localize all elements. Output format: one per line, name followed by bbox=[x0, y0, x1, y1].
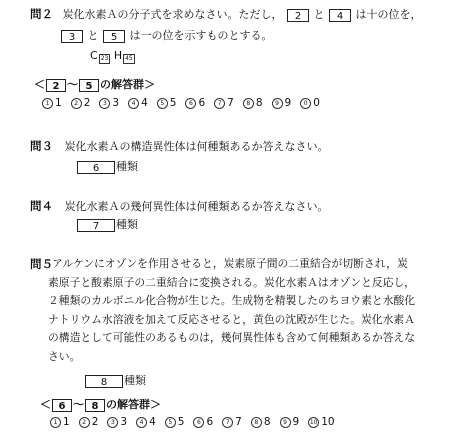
q2-text-b: は十の位を， bbox=[355, 8, 422, 21]
q5-line-2: 素原子と酸素原子の二重結合に変換される。炭化水素Ａはオゾンと反応し， bbox=[48, 275, 416, 289]
group-2-5-choice-mark-3: 3 bbox=[99, 98, 110, 109]
q4-unit: 種類 bbox=[116, 218, 138, 231]
group-6-8-choice-value-7: 7 bbox=[235, 416, 242, 428]
q5-unit: 種類 bbox=[124, 374, 146, 387]
q5-line-6: さい。 bbox=[48, 349, 81, 363]
group-2-5-choice-mark-5: 5 bbox=[157, 98, 168, 109]
group-6-8-choice-mark-7: 7 bbox=[222, 417, 233, 428]
answer-box-4: 4 bbox=[329, 9, 351, 22]
answer-choices-2-5 bbox=[42, 97, 329, 109]
group-2-5-choice-value-7: 7 bbox=[227, 97, 234, 109]
group-2-5-choice-value-4: 4 bbox=[141, 97, 148, 109]
group-2-5-choice-value-6: 6 bbox=[198, 97, 206, 109]
group-6-8-choice-value-3: 3 bbox=[120, 416, 128, 428]
answer-box-2: 2 bbox=[287, 9, 309, 22]
formula-c: C bbox=[90, 49, 98, 62]
q3-answer bbox=[76, 158, 138, 174]
group-6-8-choice-value-10: 10 bbox=[321, 416, 335, 428]
group-2-5-choice-mark-7: 7 bbox=[214, 98, 225, 109]
q5-line-5: の構造として可能性のあるものは，幾何異性体も含めて何種類あるか答えな bbox=[48, 331, 416, 344]
q2-line1 bbox=[30, 6, 422, 22]
q4-line bbox=[30, 198, 329, 214]
group-2-5-choice-mark-1: 1 bbox=[42, 98, 53, 109]
group-6-8-choice-mark-3: 3 bbox=[107, 417, 118, 428]
answer-box-6: 6 bbox=[77, 161, 115, 174]
group-2-5-choice-value-5: 5 bbox=[169, 97, 177, 109]
answer-choices-6-8 bbox=[50, 416, 344, 428]
group-2-5-choice-value-10: 0 bbox=[313, 97, 320, 109]
formula-h: H bbox=[113, 49, 123, 62]
answer-group-from-box: 6 bbox=[52, 399, 72, 412]
group-6-8-choice-mark-9: 9 bbox=[280, 417, 291, 428]
q3-unit: 種類 bbox=[116, 160, 138, 173]
answer-box-5: 5 bbox=[103, 30, 125, 43]
group-2-5-choice-mark-9: 9 bbox=[272, 98, 283, 109]
q2-text-a: 炭化水素Ａの分子式を求めなさい。ただし， bbox=[62, 8, 283, 21]
group-2-5-choice-mark-8: 8 bbox=[243, 98, 254, 109]
q2-line2 bbox=[60, 27, 273, 43]
answer-group-2-5-header: ＜ 2 ～ 5 の解答群＞ bbox=[34, 78, 155, 92]
molecular-formula bbox=[90, 49, 135, 64]
q3-text: 炭化水素Ａの構造異性体は何種類あるか答えなさい。 bbox=[64, 140, 329, 153]
q2-text-c: は一の位を示すものとする。 bbox=[129, 29, 273, 42]
q5-line-4: ナトリウム水溶液を加えて反応させると，黄色の沈殿が生じた。炭化水素Ａ bbox=[48, 312, 415, 326]
answer-group-from-box: 2 bbox=[46, 79, 66, 92]
answer-box-7: 7 bbox=[77, 219, 115, 232]
group-6-8-choice-value-5: 5 bbox=[177, 416, 185, 428]
q2-and: と bbox=[313, 8, 325, 21]
group-6-8-choice-mark-5: 5 bbox=[165, 417, 176, 428]
group-6-8-choice-value-9: 9 bbox=[292, 416, 300, 428]
group-6-8-choice-mark-1: 1 bbox=[50, 417, 61, 428]
group-6-8-choice-value-8: 8 bbox=[263, 416, 271, 428]
group-6-8-choice-value-2: 2 bbox=[91, 416, 99, 428]
group-2-5-choice-value-2: 2 bbox=[83, 97, 91, 109]
group-2-5-choice-value-8: 8 bbox=[255, 97, 263, 109]
q3-number: 問３ bbox=[30, 139, 53, 153]
q4-answer bbox=[76, 216, 138, 232]
group-6-8-choice-value-4: 4 bbox=[149, 416, 156, 428]
group-6-8-choice-mark-6: 6 bbox=[193, 417, 204, 428]
q2-number: 問２ bbox=[30, 7, 53, 21]
answer-group-6-8-header: ＜ 6 ～ 8 の解答群＞ bbox=[40, 398, 161, 412]
group-2-5-choice-mark-4: 4 bbox=[128, 98, 139, 109]
group-2-5-choice-mark-6: 6 bbox=[185, 98, 196, 109]
group-6-8-choice-value-6: 6 bbox=[206, 416, 214, 428]
q3-line bbox=[30, 138, 329, 154]
group-2-5-choice-mark-2: 2 bbox=[71, 98, 82, 109]
group-6-8-choice-mark-2: 2 bbox=[79, 417, 90, 428]
answer-box-8: 8 bbox=[85, 375, 123, 388]
q5-line-3: ２種類のカルボニル化合物が生じた。生成物を精製したのちヨウ素と水酸化 bbox=[48, 294, 416, 307]
answer-box-3: 3 bbox=[61, 30, 83, 43]
answer-group-to-box: 8 bbox=[85, 399, 105, 412]
q2-and2: と bbox=[87, 29, 99, 42]
group-2-5-choice-value-9: 9 bbox=[284, 97, 292, 109]
group-6-8-choice-mark-8: 8 bbox=[251, 417, 262, 428]
q5-answer bbox=[84, 372, 146, 388]
group-2-5-choice-value-1: 1 bbox=[55, 97, 62, 109]
q4-text: 炭化水素Ａの幾何異性体は何種類あるか答えなさい。 bbox=[64, 200, 329, 213]
q5-line-1: アルケンにオゾンを作用させると，炭素原子間の二重結合が切断され，炭 bbox=[52, 257, 408, 270]
group-2-5-choice-mark-10: 0 bbox=[300, 98, 311, 109]
q4-number: 問４ bbox=[30, 199, 53, 213]
group-6-8-choice-value-1: 1 bbox=[63, 416, 70, 428]
group-2-5-choice-value-3: 3 bbox=[112, 97, 120, 109]
formula-h-boxes: 45 bbox=[125, 55, 133, 62]
answer-group-to-box: 5 bbox=[79, 79, 99, 92]
q5-number: 問５ bbox=[30, 257, 53, 271]
q5-paragraph bbox=[48, 255, 460, 366]
formula-c-boxes: 23 bbox=[100, 55, 109, 62]
group-6-8-choice-mark-10: 10 bbox=[309, 419, 318, 426]
group-6-8-choice-mark-4: 4 bbox=[136, 417, 147, 428]
